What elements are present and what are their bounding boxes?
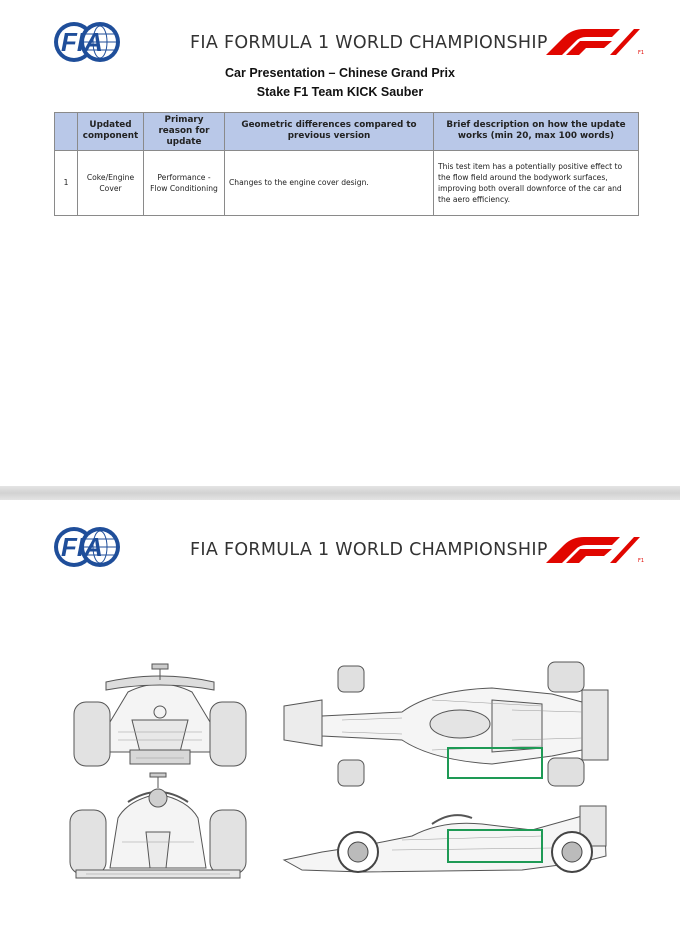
car-top-view xyxy=(282,660,614,788)
row-reason: Performance - Flow Conditioning xyxy=(144,150,225,215)
car-rear-view xyxy=(70,662,250,772)
update-table xyxy=(54,112,639,216)
championship-title: FIA FORMULA 1 WORLD CHAMPIONSHIP xyxy=(190,540,548,560)
fia-logo xyxy=(52,20,122,64)
team-name: Stake F1 Team KICK Sauber xyxy=(256,85,424,99)
table-row xyxy=(55,150,639,215)
f1-logo-text: F1 xyxy=(638,50,645,56)
row-component: Coke/Engine Cover xyxy=(78,150,144,215)
fia-logo-text: FIA xyxy=(61,532,103,562)
table-header-row xyxy=(55,113,639,151)
document-title: Car Presentation – Chinese Grand Prix xyxy=(225,66,455,80)
f1-logo xyxy=(542,537,645,564)
header-reason: Primary reason for update xyxy=(144,113,225,151)
f1-logo-text: F1 xyxy=(638,558,645,564)
car-front-view xyxy=(66,772,250,880)
fia-logo xyxy=(52,525,122,569)
row-index: 1 xyxy=(55,150,78,215)
header-description: Brief description on how the update works (min 20, max 100 words) xyxy=(434,113,639,151)
row-description: This test item has a potentially positive effect to the flow field around the bodywork surfaces, improving both overall downforce of the car and the aero efficiency. xyxy=(434,150,639,215)
document-page-2 xyxy=(0,500,680,932)
header-geometric: Geometric differences compared to previous version xyxy=(225,113,434,151)
page-separator xyxy=(0,486,680,500)
row-geometric: Changes to the engine cover design. xyxy=(225,150,434,215)
header-index xyxy=(55,113,78,151)
header-component: Updated component xyxy=(78,113,144,151)
car-side-view xyxy=(282,800,614,900)
championship-title: FIA FORMULA 1 WORLD CHAMPIONSHIP xyxy=(190,33,548,53)
fia-logo-text: FIA xyxy=(61,27,103,57)
f1-logo xyxy=(542,29,645,56)
